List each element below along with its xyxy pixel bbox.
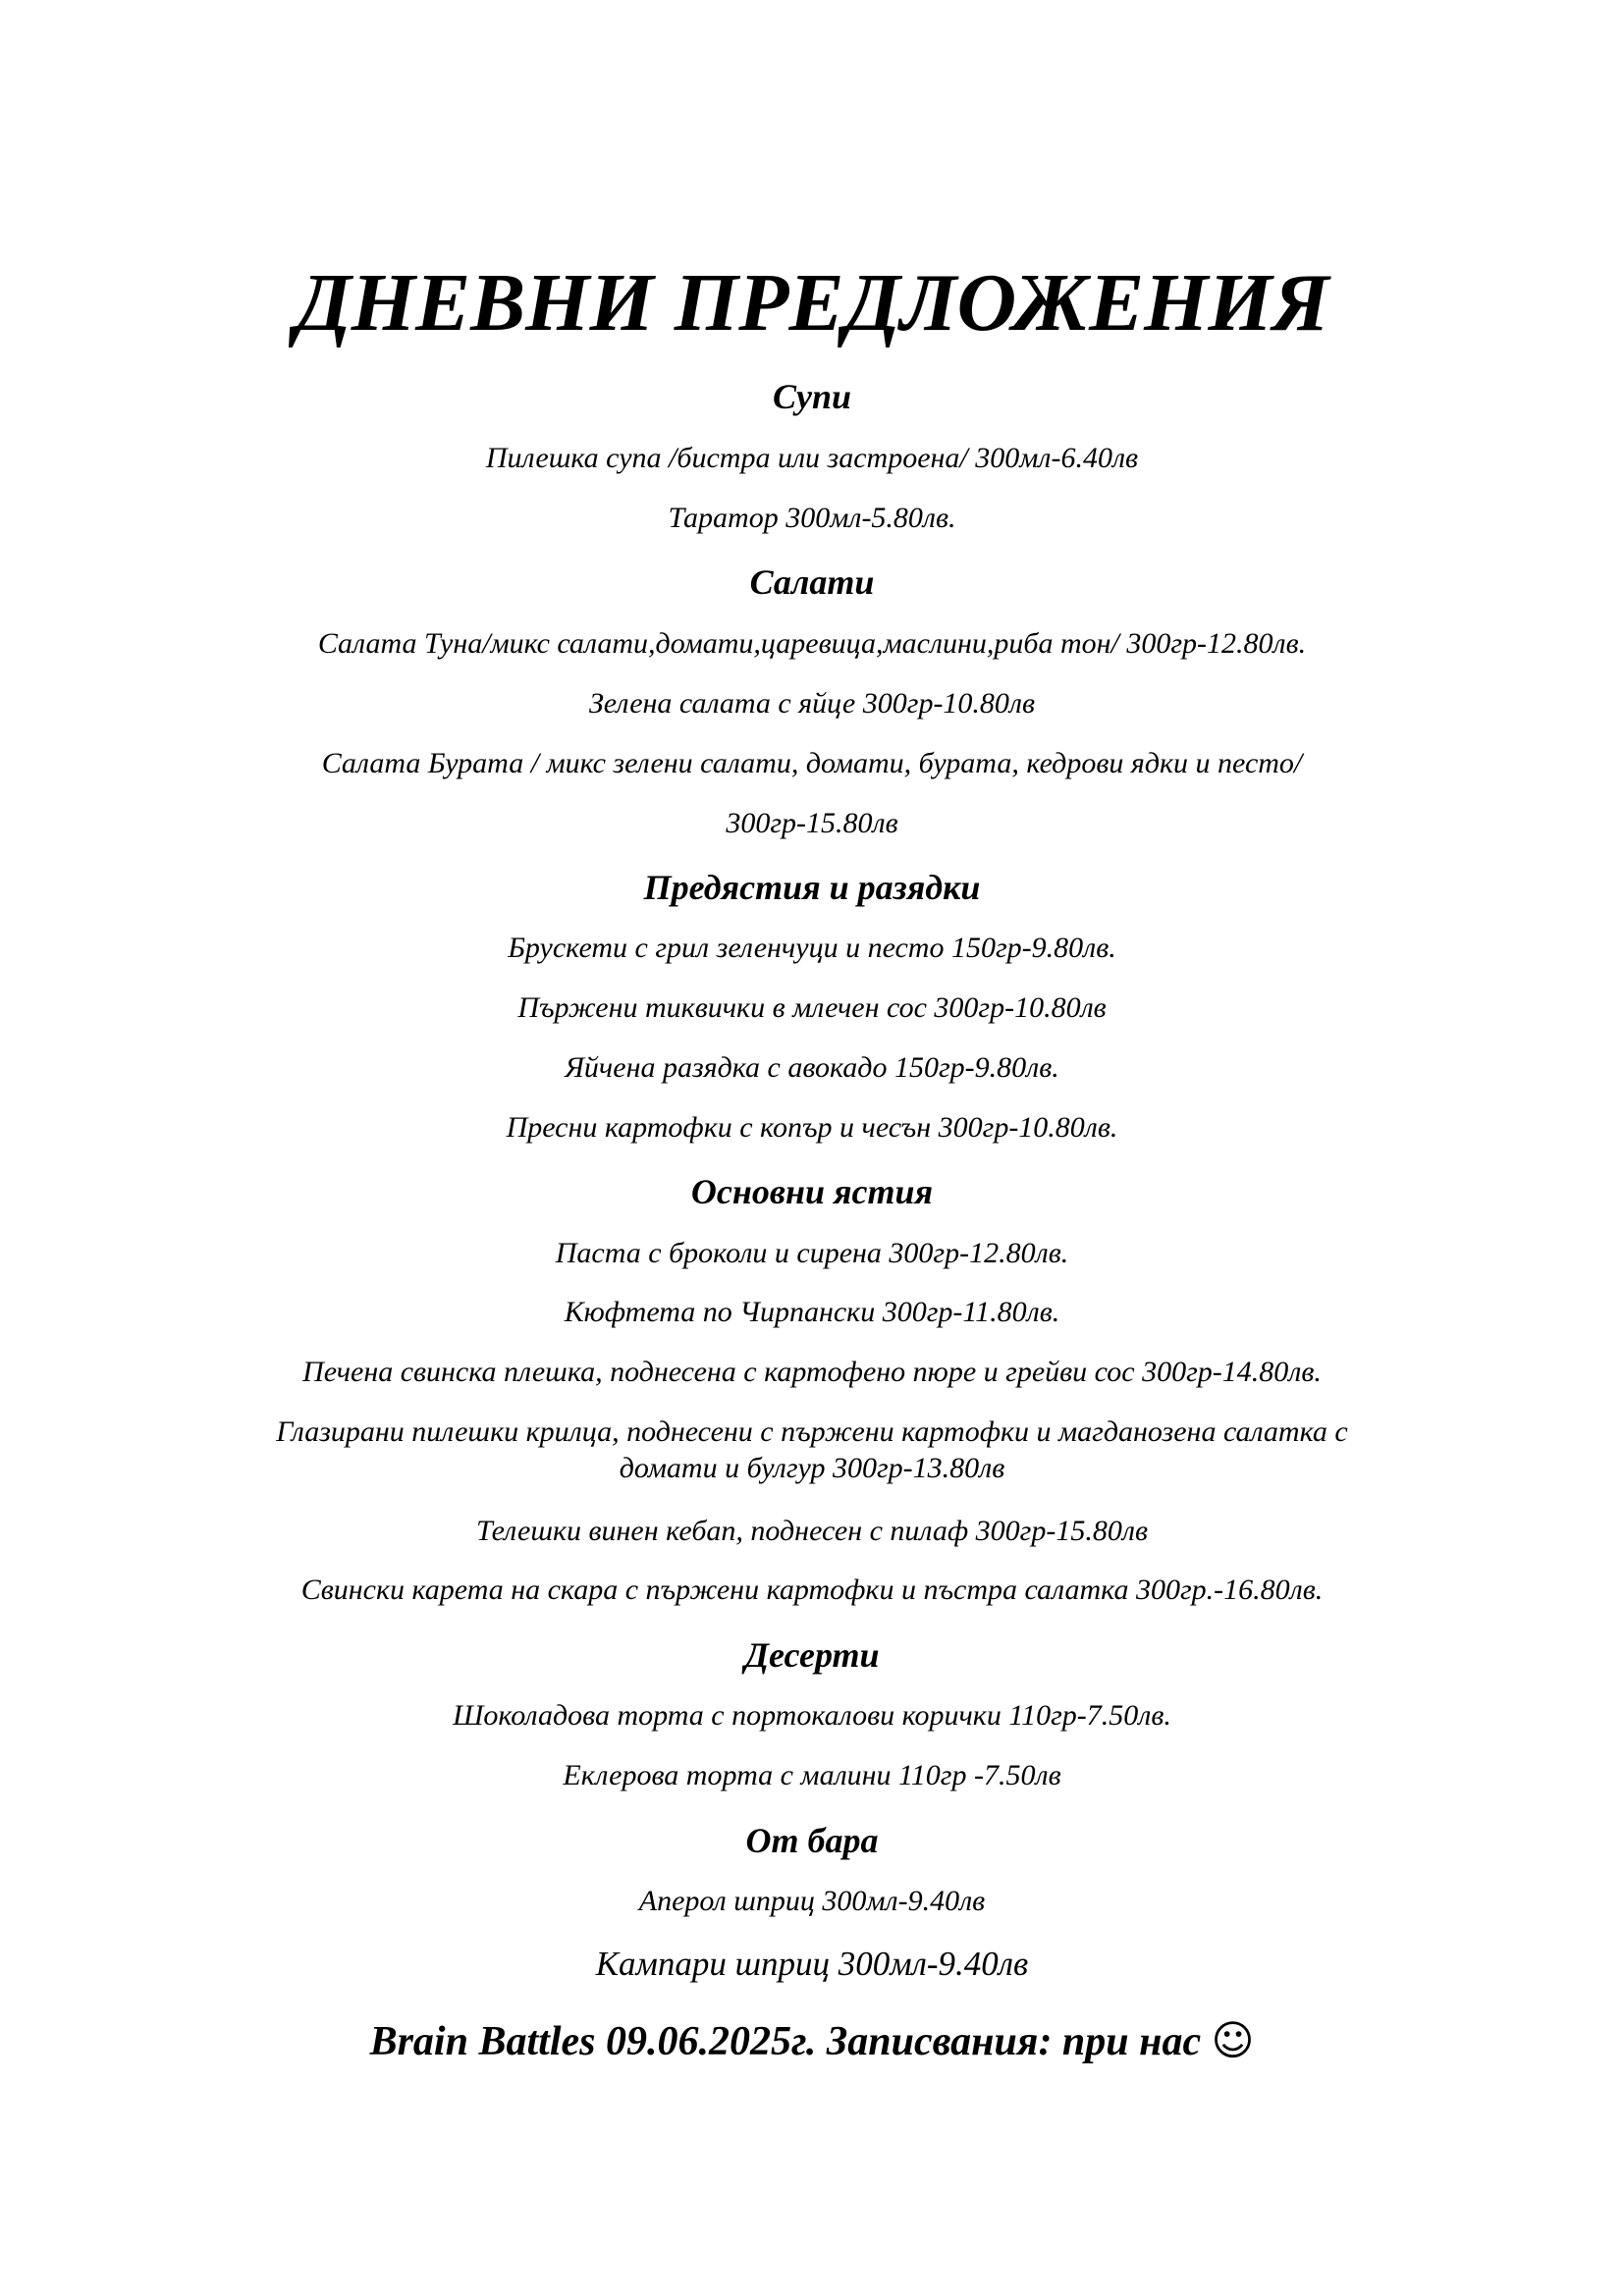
category-heading-bar: От бара: [745, 1821, 879, 1860]
category-heading-desserts: Десерти: [744, 1635, 880, 1675]
event-announcement: [0, 2016, 1624, 2064]
menu-item: Пресни картофки с копър и чесън 300гр-10.80лв.: [506, 1111, 1118, 1144]
menu-item: Паста с броколи и сирена 300гр-12.80лв.: [555, 1237, 1069, 1269]
menu-item: Шоколадова торта с портокалови корички 110гр-7.50лв.: [453, 1699, 1171, 1732]
event-announcement-text: Brain Battles 09.06.2025г. Записвания: при нас: [369, 2019, 1202, 2064]
menu-item: Телешки винен кебап, поднесен с пилаф 300гр-15.80лв: [476, 1515, 1148, 1547]
menu-item: Кюфтета по Чирпански 300гр-11.80лв.: [564, 1296, 1060, 1328]
page-title: ДНЕВНИ ПРЕДЛОЖЕНИЯ: [295, 257, 1329, 348]
menu-item: Яйчена разядка с авокадо 150гр-9.80лв.: [565, 1051, 1059, 1084]
smiley-icon: ☺: [1211, 2016, 1255, 2064]
menu-item-continued: 300гр-15.80лв: [726, 807, 898, 839]
menu-item: Еклерова торта с малини 110гр -7.50лв: [563, 1759, 1061, 1791]
category-heading-starters: Предястия и разядки: [643, 868, 981, 907]
category-heading-salads: Салати: [749, 562, 875, 602]
category-heading-mains: Основни ястия: [690, 1172, 934, 1211]
menu-item: Брускети с грил зеленчуци и песто 150гр-9.80лв.: [508, 932, 1116, 964]
menu-item: Пържени тиквички в млечен сос 300гр-10.80лв: [517, 991, 1107, 1024]
menu-item: Пилешка супа /бистра или застроена/ 300мл-6.40лв: [485, 442, 1139, 474]
menu-item: Салата Бурата / микс зелени салати, домати, бурата, кедрови ядки и песто/: [321, 747, 1303, 779]
menu-item: Зелена салата с яйце 300гр-10.80лв: [588, 687, 1036, 720]
menu-item: Свински карета на скара с пържени картофки и пъстра салатка 300гр.-16.80лв.: [300, 1574, 1324, 1606]
menu-item: Кампари шприц 300мл-9.40лв: [595, 1945, 1029, 1983]
menu-item: Глазирани пилешки крилца, поднесени с пържени картофки и магданозена салатка с: [276, 1415, 1348, 1448]
menu-item-continued: домати и булгур 300гр-13.80лв: [619, 1452, 1005, 1484]
menu-item: Таратор 300мл-5.80лв.: [668, 502, 956, 534]
menu-item: Салата Туна/микс салати,домати,царевица,маслини,риба тон/ 300гр-12.80лв.: [317, 627, 1307, 660]
menu-item: Аперол шприц 300мл-9.40лв: [638, 1885, 986, 1917]
category-heading-soups: Супи: [772, 377, 852, 416]
menu-item: Печена свинска плешка, поднесена с картофено пюре и грейви сос 300гр-14.80лв.: [302, 1356, 1322, 1388]
